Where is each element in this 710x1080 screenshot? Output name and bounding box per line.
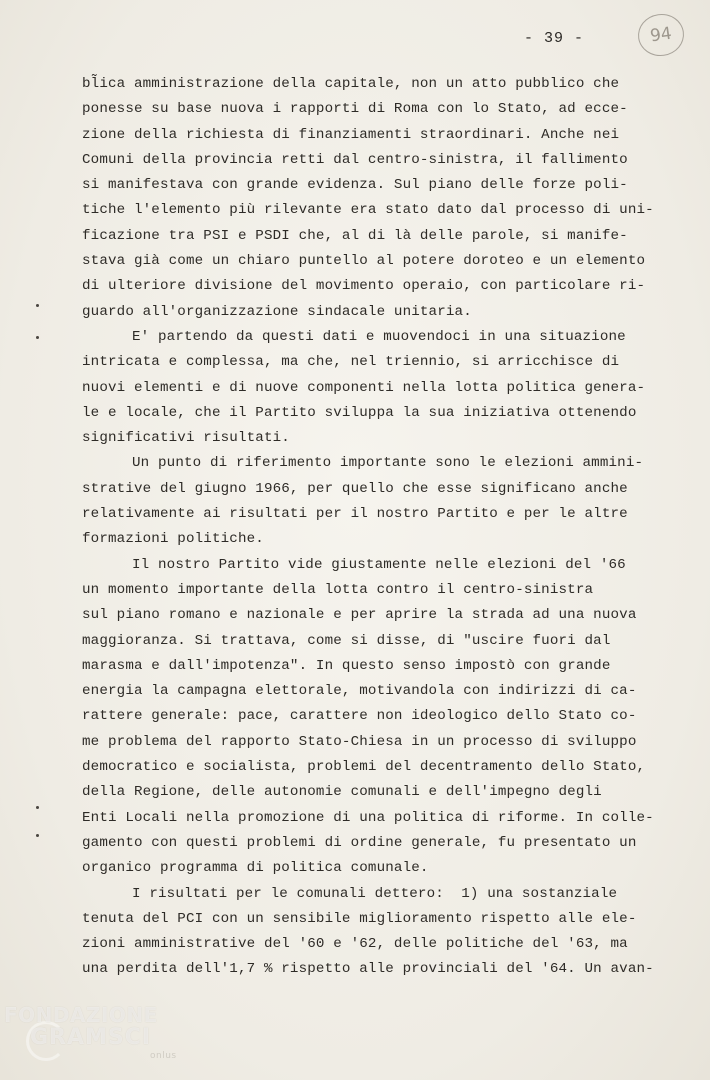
text-line: le e locale, che il Partito sviluppa la sua iniziativa ottenendo — [82, 404, 637, 421]
text-line: significativi risultati. — [82, 430, 290, 447]
text-line: Enti Locali nella promozione di una politica di riforme. In colle- — [82, 809, 654, 826]
text-line: formazioni politiche. — [82, 531, 264, 548]
text-line: ficazione tra PSI e PSDI che, al di là delle parole, si manife- — [82, 227, 628, 244]
text-line: bl̃ica amministrazione della capitale, non un atto pubblico che — [82, 76, 620, 92]
typed-text-body — [82, 72, 654, 983]
text-line: tenuta del PCI con un sensibile miglioramento rispetto alle ele- — [82, 910, 637, 927]
paragraph — [82, 451, 647, 552]
text-line: strative del giugno 1966, per quello che esse significano anche — [82, 480, 628, 497]
text-line: un momento importante della lotta contro il centro-sinistra — [82, 581, 594, 598]
watermark-line-2: GRAMSCI — [30, 1025, 152, 1050]
margin-mark — [36, 336, 39, 339]
watermark-line-3: onlus — [150, 1051, 177, 1061]
text-line: rattere generale: pace, carattere non ideologico dello Stato co- — [82, 708, 637, 725]
text-line: organico programma di politica comunale. — [82, 860, 429, 877]
watermark-line-1: FONDAZIONE — [4, 1003, 158, 1027]
margin-mark — [36, 834, 39, 837]
page-number: - 39 - — [524, 30, 585, 47]
text-line: E' partendo da questi dati e muovendoci in una situazione — [132, 328, 626, 345]
text-line: si manifestava con grande evidenza. Sul piano delle forze poli- — [82, 177, 628, 194]
text-line: zioni amministrative del '60 e '62, delle politiche del '63, ma — [82, 936, 628, 953]
margin-mark — [36, 304, 39, 307]
text-line: democratico e socialista, problemi del decentramento dello Stato, — [82, 759, 646, 776]
text-line: stava già come un chiaro puntello al potere doroteo e un elemento — [82, 253, 646, 270]
paragraph — [82, 72, 654, 325]
text-line: sul piano romano e nazionale e per aprire la strada ad una nuova — [82, 607, 637, 624]
fondazione-gramsci-watermark — [4, 1003, 204, 1073]
text-line: della Regione, delle autonomie comunali e dell'impegno degli — [82, 784, 602, 801]
text-line: marasma e dall'impotenza". In questo senso impostò con grande — [82, 657, 611, 674]
paragraph — [82, 325, 647, 451]
text-line: di ulteriore divisione del movimento operaio, con particolare ri- — [82, 278, 646, 295]
margin-mark — [36, 806, 39, 809]
text-line: Comuni della provincia retti dal centro-sinistra, il fallimento — [82, 151, 628, 168]
archive-stamp-number: 94 — [648, 23, 674, 47]
text-line: intricata e complessa, ma che, nel triennio, si arricchisce di — [82, 354, 620, 371]
text-line: maggioranza. Si trattava, come si disse, di "uscire fuori dal — [82, 632, 611, 649]
text-line: nuovi elementi e di nuove componenti nella lotta politica genera- — [82, 379, 646, 396]
text-line: energia la campagna elettorale, motivandola con indirizzi di ca- — [82, 683, 637, 700]
paragraph — [82, 882, 654, 983]
text-line: Il nostro Partito vide giustamente nelle elezioni del '66 — [132, 556, 626, 573]
text-line: gamento con questi problemi di ordine generale, fu presentato un — [82, 834, 637, 851]
text-line: ponesse su base nuova i rapporti di Roma con lo Stato, ad ecce- — [82, 101, 628, 118]
archive-stamp — [635, 11, 686, 59]
text-line: I risultati per le comunali dettero: 1) una sostanziale — [132, 885, 618, 902]
text-line: tiche l'elemento più rilevante era stato dato dal processo di uni- — [82, 202, 654, 219]
text-line: guardo all'organizzazione sindacale unitaria. — [82, 303, 472, 320]
text-line: zione della richiesta di finanziamenti straordinari. Anche nei — [82, 126, 620, 143]
text-line: Un punto di riferimento importante sono le elezioni ammini- — [132, 455, 644, 472]
text-line: una perdita dell'1,7 % rispetto alle provinciali del '64. Un avan- — [82, 961, 654, 978]
text-line: me problema del rapporto Stato-Chiesa in un processo di sviluppo — [82, 733, 637, 750]
text-line: relativamente ai risultati per il nostro Partito e per le altre — [82, 506, 628, 523]
paragraph — [82, 553, 654, 882]
